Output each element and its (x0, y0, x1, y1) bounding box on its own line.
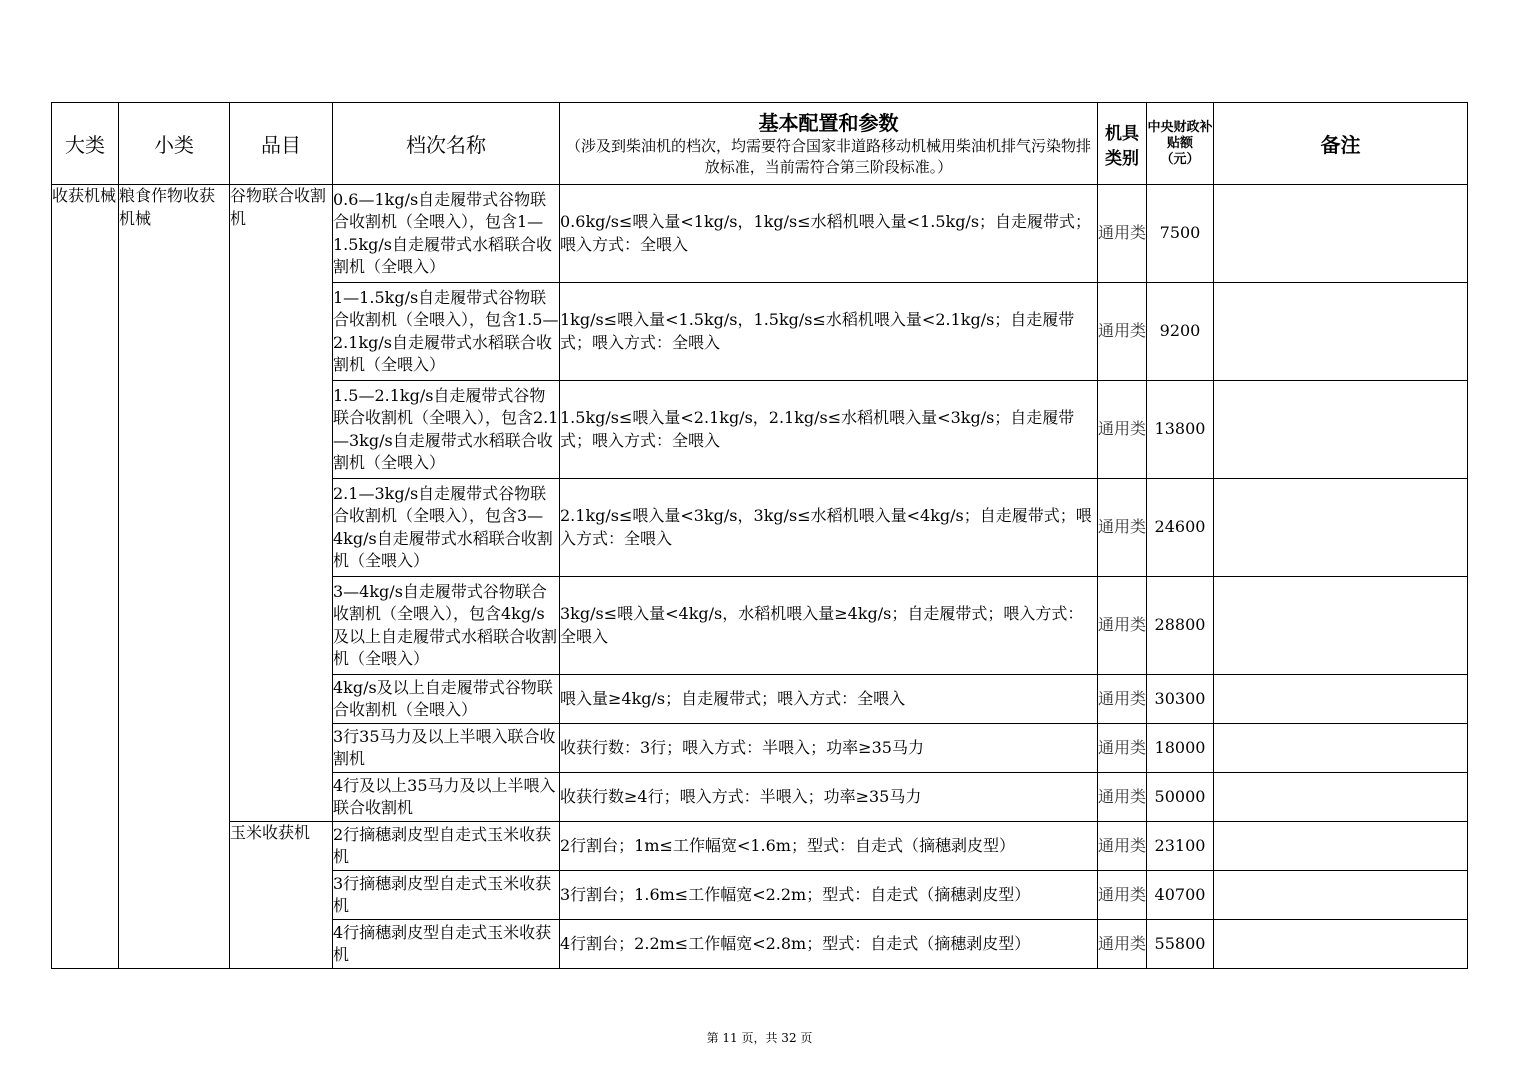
machine-type: 通用类 (1098, 381, 1147, 479)
config-params: 喂入量≥4kg/s；自走履带式；喂入方式：全喂入 (560, 675, 1098, 724)
machine-type: 通用类 (1098, 675, 1147, 724)
col-subsidy-header (1147, 103, 1214, 185)
subsidy-amount: 13800 (1147, 381, 1214, 479)
level-name: 4行及以上35马力及以上半喂入联合收割机 (333, 773, 560, 822)
config-title: 基本配置和参数 (758, 110, 899, 135)
level-name: 1—1.5kg/s自走履带式谷物联合收割机（全喂入），包含1.5—2.1kg/s自走履带式水稻联合收割机（全喂入） (333, 283, 560, 381)
subsidy-table (51, 102, 1468, 969)
level-name: 2.1—3kg/s自走履带式谷物联合收割机（全喂入），包含3—4kg/s自走履带式水稻联合收割机（全喂入） (333, 479, 560, 577)
config-params: 1kg/s≤喂入量<1.5kg/s，1.5kg/s≤水稻机喂入量<2.1kg/s；自走履带式；喂入方式：全喂入 (560, 283, 1098, 381)
remark-cell (1214, 675, 1468, 724)
config-note: （涉及到柴油机的档次，均需要符合国家非道路移动机械用柴油机排气污染物排放标准，当前需符合第三阶段标准。） (565, 136, 1091, 176)
config-params: 2行割台；1m≤工作幅宽<1.6m；型式：自走式（摘穗剥皮型） (560, 822, 1098, 871)
remark-cell (1214, 283, 1468, 381)
remark-cell (1214, 773, 1468, 822)
subsidy-amount: 30300 (1147, 675, 1214, 724)
minor-category: 粮食作物收获机械 (119, 185, 230, 969)
subsidy-amount: 23100 (1147, 822, 1214, 871)
machine-type: 通用类 (1098, 822, 1147, 871)
level-name: 3—4kg/s自走履带式谷物联合收割机（全喂入），包含4kg/s及以上自走履带式水稻联合收割机（全喂入） (333, 577, 560, 675)
col-item-header: 品目 (230, 103, 333, 185)
subsidy-amount: 55800 (1147, 920, 1214, 969)
machine-type: 通用类 (1098, 773, 1147, 822)
col-minor-header: 小类 (119, 103, 230, 185)
level-name: 0.6—1kg/s自走履带式谷物联合收割机（全喂入），包含1—1.5kg/s自走履带式水稻联合收割机（全喂入） (333, 185, 560, 283)
machine-type: 通用类 (1098, 283, 1147, 381)
page-footer: 第 11 页，共 32 页 (706, 1031, 813, 1045)
remark-cell (1214, 479, 1468, 577)
config-params: 2.1kg/s≤喂入量<3kg/s，3kg/s≤水稻机喂入量<4kg/s；自走履带式；喂入方式：全喂入 (560, 479, 1098, 577)
major-category: 收获机械 (52, 185, 119, 969)
remark-cell (1214, 577, 1468, 675)
config-params: 0.6kg/s≤喂入量<1kg/s，1kg/s≤水稻机喂入量<1.5kg/s；自走履带式；喂入方式：全喂入 (560, 185, 1098, 283)
level-name: 4行摘穗剥皮型自走式玉米收获机 (333, 920, 560, 969)
level-name: 3行35马力及以上半喂入联合收割机 (333, 724, 560, 773)
item-category: 谷物联合收割机 (230, 185, 333, 822)
machine-type: 通用类 (1098, 479, 1147, 577)
remark-cell (1214, 724, 1468, 773)
subsidy-amount: 7500 (1147, 185, 1214, 283)
machine-type: 通用类 (1098, 577, 1147, 675)
col-config-header (560, 103, 1098, 185)
config-params: 4行割台；2.2m≤工作幅宽<2.8m；型式：自走式（摘穗剥皮型） (560, 920, 1098, 969)
config-params: 3行割台；1.6m≤工作幅宽<2.2m；型式：自走式（摘穗剥皮型） (560, 871, 1098, 920)
subsidy-amount: 24600 (1147, 479, 1214, 577)
subsidy-amount: 18000 (1147, 724, 1214, 773)
subsidy-amount: 40700 (1147, 871, 1214, 920)
subsidy-amount: 28800 (1147, 577, 1214, 675)
col-major-header: 大类 (52, 103, 119, 185)
subsidy-amount: 9200 (1147, 283, 1214, 381)
machine-type: 通用类 (1098, 185, 1147, 283)
subsidy-header-line1: 中央财政补贴额 (1147, 119, 1213, 151)
level-name: 3行摘穗剥皮型自走式玉米收获机 (333, 871, 560, 920)
level-name: 1.5—2.1kg/s自走履带式谷物联合收割机（全喂入），包含2.1—3kg/s自走履带式水稻联合收割机（全喂入） (333, 381, 560, 479)
config-params: 收获行数≥4行；喂入方式：半喂入；功率≥35马力 (560, 773, 1098, 822)
machine-type: 通用类 (1098, 871, 1147, 920)
level-name: 4kg/s及以上自走履带式谷物联合收割机（全喂入） (333, 675, 560, 724)
table-row (52, 185, 1468, 283)
config-params: 3kg/s≤喂入量<4kg/s，水稻机喂入量≥4kg/s；自走履带式；喂入方式：全喂入 (560, 577, 1098, 675)
item-category: 玉米收获机 (230, 822, 333, 969)
subsidy-amount: 50000 (1147, 773, 1214, 822)
remark-cell (1214, 920, 1468, 969)
remark-cell (1214, 822, 1468, 871)
config-params: 1.5kg/s≤喂入量<2.1kg/s，2.1kg/s≤水稻机喂入量<3kg/s；自走履带式；喂入方式：全喂入 (560, 381, 1098, 479)
remark-cell (1214, 381, 1468, 479)
header-row (52, 103, 1468, 185)
machine-type: 通用类 (1098, 920, 1147, 969)
col-remark-header: 备注 (1214, 103, 1468, 185)
remark-cell (1214, 871, 1468, 920)
machine-type: 通用类 (1098, 724, 1147, 773)
col-level-header: 档次名称 (333, 103, 560, 185)
table-row (52, 822, 1468, 871)
col-type-header: 机具类别 (1098, 103, 1147, 185)
config-params: 收获行数：3行；喂入方式：半喂入；功率≥35马力 (560, 724, 1098, 773)
remark-cell (1214, 185, 1468, 283)
level-name: 2行摘穗剥皮型自走式玉米收获机 (333, 822, 560, 871)
subsidy-header-line2: （元） (1160, 151, 1200, 167)
